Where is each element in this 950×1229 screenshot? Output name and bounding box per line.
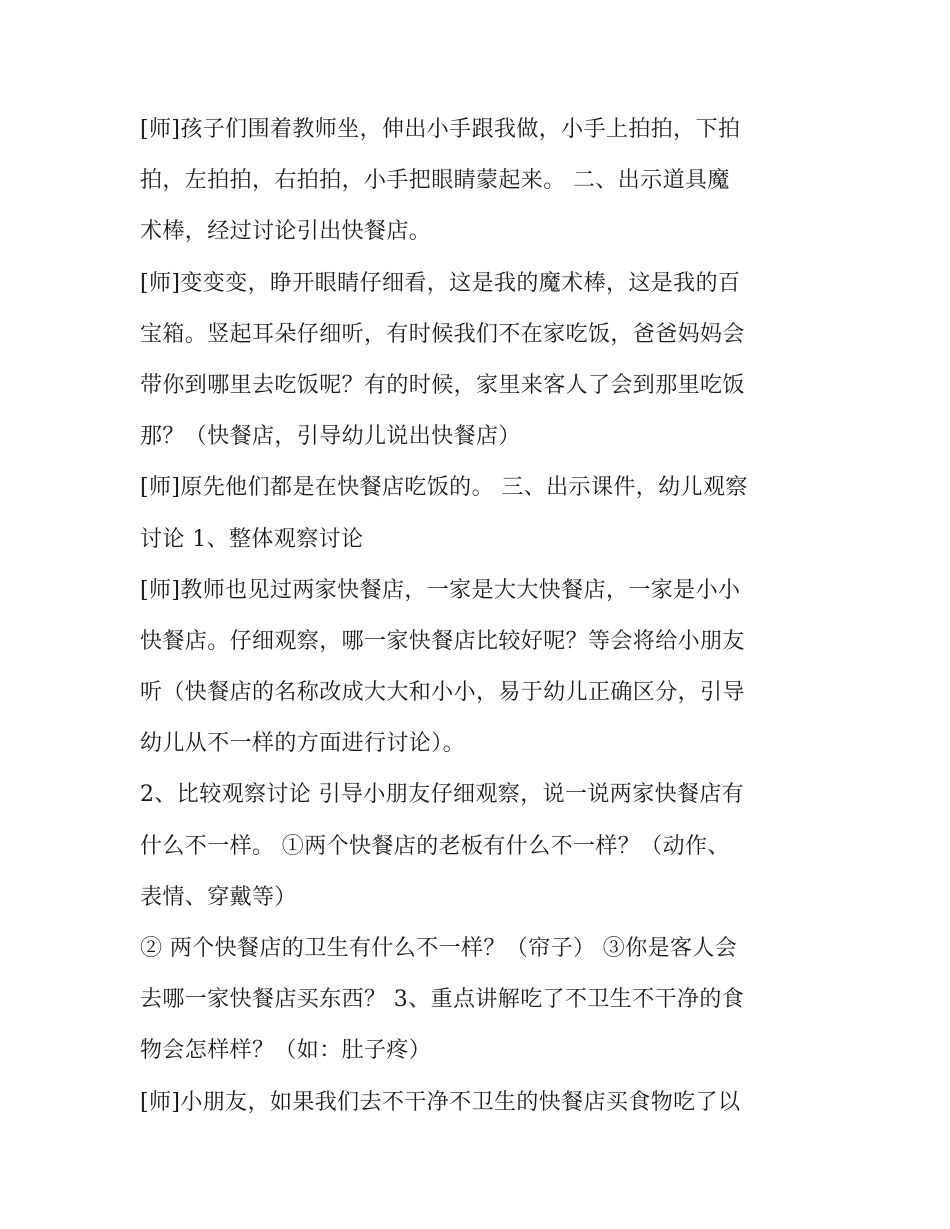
text-line: [师]教师也见过两家快餐店，一家是大大快餐店，一家是小小 [140,577,741,603]
document-body [140,104,820,1128]
text-line: [师]小朋友，如果我们去不干净不卫生的快餐店买食物吃了以 [140,1089,741,1115]
text-line: 那？（快餐店，引导幼儿说出快餐店） [140,424,521,450]
text-line: 听（快餐店的名称改成大大和小小，易于幼儿正确区分，引导 [140,680,745,706]
text-line: 幼儿从不一样的方面进行讨论）。 [140,731,466,757]
text-line: 物会怎样样？（如：肚子疼） [140,1038,432,1064]
text-line: 拍，左拍拍，右拍拍，小手把眼睛蒙起来。 二、出示道具魔 [140,168,730,194]
text-line: 讨论 1、整体观察讨论 [140,526,364,552]
text-line: [师]变变变，睁开眼睛仔细看，这是我的魔术棒，这是我的百 [140,270,741,296]
text-line: 去哪一家快餐店买东西？ 3、重点讲解吃了不卫生不干净的食 [140,987,745,1013]
text-line: 术棒，经过讨论引出快餐店。 [140,219,432,245]
text-line: 表情、穿戴等） [140,884,297,910]
text-line: [师]孩子们围着教师坐，伸出小手跟我做，小手上拍拍，下拍 [140,117,741,142]
text-line: 带你到哪里去吃饭呢？有的时候，家里来客人了会到那里吃饭 [140,372,745,398]
text-line: 什么不一样。 ①两个快餐店的老板有什么不一样？（动作、 [140,833,730,859]
text-line: 宝箱。竖起耳朵仔细听，有时候我们不在家吃饭，爸爸妈妈会 [140,321,745,347]
text-line: [师]原先他们都是在快餐店吃饭的。 三、出示课件，幼儿观察 [140,475,748,501]
text-line: ② 两个快餐店的卫生有什么不一样？（帘子） ③你是客人会 [140,936,738,961]
text-line: 2、比较观察讨论 引导小朋友仔细观察，说一说两家快餐店有 [140,782,745,808]
text-line: 快餐店。仔细观察，哪一家快餐店比较好呢？等会将给小朋友 [140,628,745,654]
